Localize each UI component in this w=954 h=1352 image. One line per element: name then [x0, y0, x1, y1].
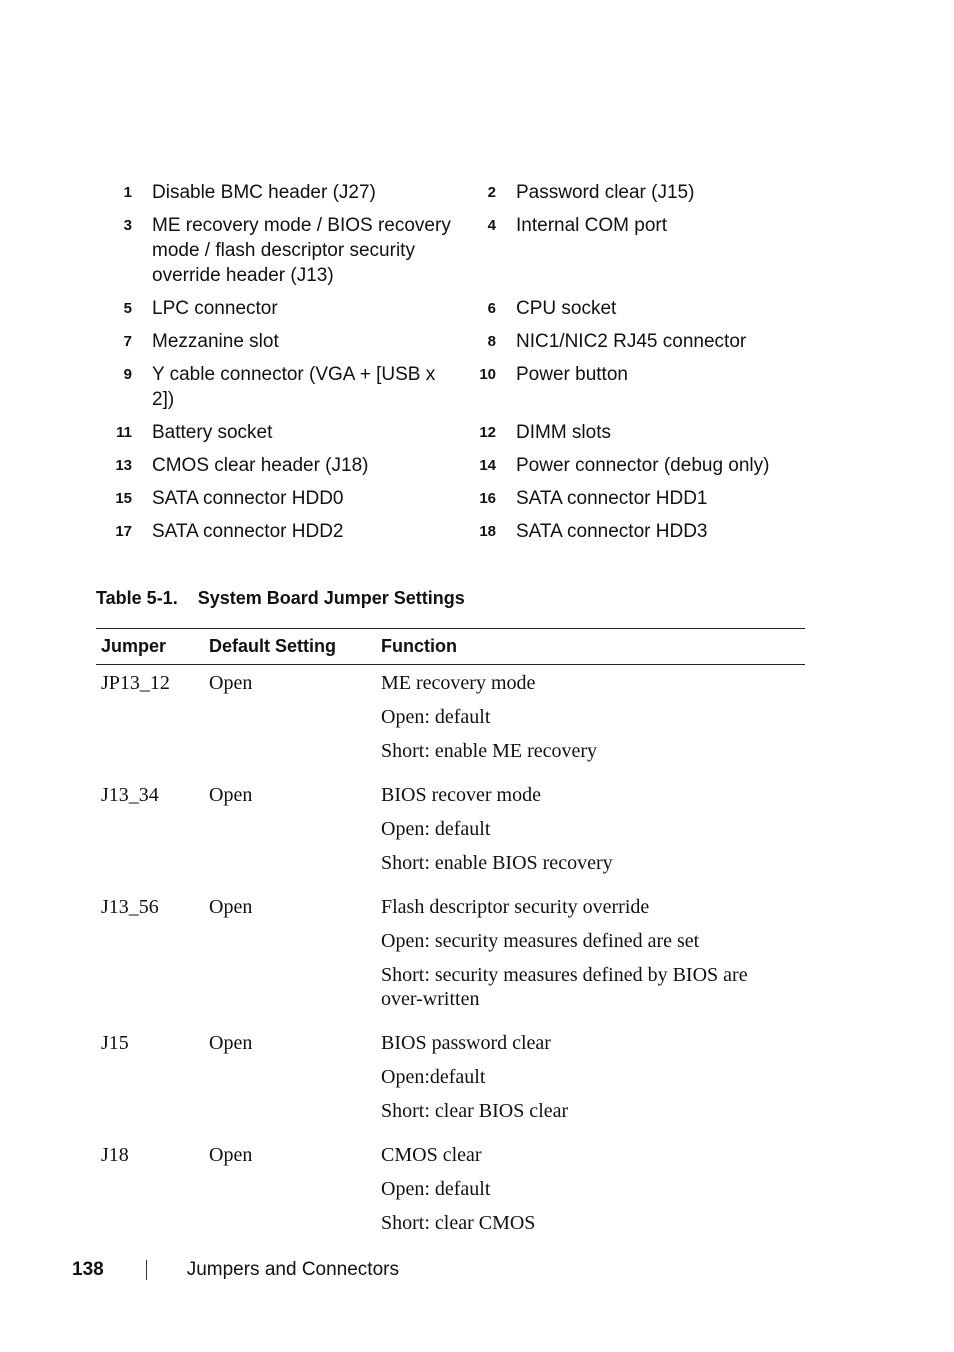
function-line: Short: security measures defined by BIOS are over-written: [381, 964, 748, 1010]
legend-number: 4: [487, 217, 496, 234]
function-line: Short: enable BIOS recovery: [381, 852, 613, 874]
legend-number: 8: [487, 333, 496, 350]
legend-label: SATA connector HDD1: [516, 488, 708, 509]
section-title: Jumpers and Connectors: [186, 1259, 399, 1280]
function-line: Open: default: [381, 706, 491, 728]
function-line: Short: enable ME recovery: [381, 740, 598, 762]
legend-label: SATA connector HDD2: [152, 521, 344, 542]
legend-label: DIMM slots: [516, 422, 611, 443]
table-row: [96, 1027, 805, 1139]
column-header-jumper: Jumper: [101, 636, 167, 656]
component-legend: [96, 180, 816, 544]
legend-label: Internal COM port: [516, 215, 667, 236]
legend-number: 2: [487, 184, 496, 201]
legend-label: Battery socket: [152, 422, 273, 443]
function-line: ME recovery mode: [381, 672, 536, 694]
jumper-cell: J15: [101, 1032, 129, 1054]
table-row: [96, 891, 805, 1027]
table-number: Table 5-1.: [96, 588, 178, 608]
default-setting-cell: Open: [209, 784, 253, 806]
column-header-function: Function: [381, 636, 457, 656]
legend-number: 16: [479, 490, 496, 507]
legend-label: CMOS clear header (J18): [152, 455, 369, 476]
function-line: Open: default: [381, 1178, 491, 1200]
default-setting-cell: Open: [209, 672, 253, 694]
page-number: 138: [72, 1259, 104, 1280]
legend-number: 5: [123, 300, 132, 317]
page-footer: [72, 1256, 399, 1284]
function-line: Short: clear CMOS: [381, 1212, 536, 1234]
function-line: Open: default: [381, 818, 491, 840]
function-line: Flash descriptor security override: [381, 896, 650, 918]
function-cell: [381, 1143, 805, 1245]
legend-number: 3: [123, 217, 132, 234]
legend-number: 15: [115, 490, 132, 507]
default-setting-cell: Open: [209, 1032, 253, 1054]
function-line: Open: security measures defined are set: [381, 930, 700, 952]
legend-number: 13: [115, 457, 132, 474]
legend-number: 11: [116, 424, 132, 441]
legend-label: Y cable connector (VGA + [USB x 2]): [152, 364, 436, 410]
legend-number: 12: [479, 424, 496, 441]
legend-label: Power connector (debug only): [516, 455, 770, 476]
default-setting-cell: Open: [209, 1144, 253, 1166]
legend-label: CPU socket: [516, 298, 617, 319]
legend-number: 18: [479, 523, 496, 540]
column-header-default-setting: Default Setting: [209, 636, 337, 656]
function-cell: [381, 783, 805, 885]
legend-label: ME recovery mode / BIOS recovery mode / flash descriptor security override header (J13): [152, 215, 451, 286]
legend-label: NIC1/NIC2 RJ45 connector: [516, 331, 747, 352]
legend-label: LPC connector: [152, 298, 278, 319]
legend-label: Disable BMC header (J27): [152, 182, 376, 203]
footer-divider: [146, 1260, 147, 1280]
function-line: CMOS clear: [381, 1144, 482, 1166]
function-line: Short: clear BIOS clear: [381, 1100, 569, 1122]
jumper-settings-table: [96, 628, 805, 1251]
jumper-cell: J13_56: [101, 896, 159, 918]
function-line: Open:default: [381, 1066, 486, 1088]
table-row: [96, 1139, 805, 1251]
default-setting-cell: Open: [209, 896, 253, 918]
legend-number: 14: [479, 457, 496, 474]
legend-label: SATA connector HDD0: [152, 488, 344, 509]
jumper-cell: JP13_12: [101, 672, 170, 694]
legend-label: Power button: [516, 364, 628, 385]
jumper-cell: J13_34: [101, 784, 159, 806]
table-caption: [96, 588, 465, 609]
table-title: System Board Jumper Settings: [197, 588, 465, 608]
legend-number: 7: [123, 333, 132, 350]
function-cell: [381, 895, 805, 1021]
function-cell: [381, 1031, 805, 1133]
legend-number: 6: [487, 300, 496, 317]
legend-label: Password clear (J15): [516, 182, 695, 203]
table-row: [96, 665, 805, 779]
table-header-row: [96, 629, 805, 665]
table-row: [96, 779, 805, 891]
function-line: BIOS recover mode: [381, 784, 541, 806]
legend-number: 9: [123, 366, 132, 383]
legend-number: 1: [123, 184, 132, 201]
legend-number: 10: [479, 366, 496, 383]
jumper-cell: J18: [101, 1144, 129, 1166]
function-line: BIOS password clear: [381, 1032, 551, 1054]
legend-label: Mezzanine slot: [152, 331, 279, 352]
legend-label: SATA connector HDD3: [516, 521, 708, 542]
function-cell: [381, 671, 805, 773]
legend-number: 17: [115, 523, 132, 540]
